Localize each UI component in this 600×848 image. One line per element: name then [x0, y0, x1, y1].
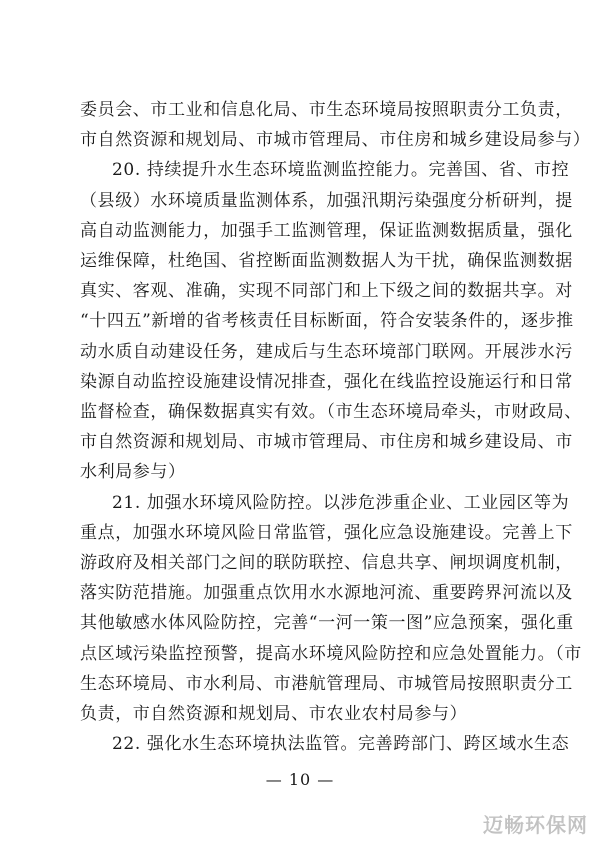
paragraph-heading: 22. 强化水生态环境执法监管。完善跨部门、跨区域水生态 [112, 734, 570, 755]
text-line: 生态环境局、市水利局、市港航管理局、市城管局按照职责分工 [80, 673, 573, 694]
text-line: 染源自动监控设施建设情况排查，强化在线监控设施运行和日常 [80, 371, 573, 392]
text-line: 动水质自动建设任务，建成后与生态环境部门联网。开展涉水污 [80, 341, 573, 362]
text-line: 落实防范措施。加强重点饮用水水源地河流、重要跨界河流以及 [80, 583, 573, 604]
watermark-logo: 迈畅环保网 [483, 813, 588, 837]
text-line: 委员会、市工业和信息化局、市生态环境局按照职责分工负责， [80, 100, 573, 120]
text-line: 监督检查，确保数据真实有效。（市生态环境局牵头，市财政局、 [80, 402, 582, 422]
text-line: 其他敏感水体风险防控，完善“一河一策一图”应急预案，强化重 [80, 613, 574, 634]
text-line: “十四五”新增的省考核责任目标断面，符合安装条件的，逐步推 [80, 311, 574, 332]
text-line: 水利局参与） [80, 462, 186, 483]
paragraph-heading: 20. 持续提升水生态环境监测监控能力。完善国、省、市控 [112, 160, 570, 181]
text-line: 重点，加强水环境风险日常监管，强化应急设施建设。完善上下 [80, 522, 573, 543]
text-line: 高自动监测能力，加强手工监测管理，保证监测数据质量，强化 [80, 220, 573, 241]
text-line: （县级）水环境质量监测体系，加强汛期污染强度分析研判，提 [80, 190, 573, 211]
paragraph-heading: 21. 加强水环境风险防控。以涉危涉重企业、工业园区等为 [112, 492, 570, 513]
text-line: 点区域污染监控预警，提高水环境风险防控和应急处置能力。（市 [80, 643, 582, 664]
text-line: 运维保障，杜绝国、省控断面监测数据人为干扰，确保监测数据 [80, 251, 573, 271]
text-line: 市自然资源和规划局、市城市管理局、市住房和城乡建设局参与） [80, 130, 591, 151]
text-line: 负责，市自然资源和规划局、市农业农村局参与） [80, 704, 468, 724]
text-line: 真实、客观、准确，实现不同部门和上下级之间的数据共享。对 [80, 281, 573, 302]
page-number: — 10 — [265, 770, 335, 789]
text-line: 游政府及相关部门之间的联防联控、信息共享、闸坝调度机制， [80, 553, 573, 573]
text-line: 市自然资源和规划局、市城市管理局、市住房和城乡建设局、市 [80, 432, 573, 453]
